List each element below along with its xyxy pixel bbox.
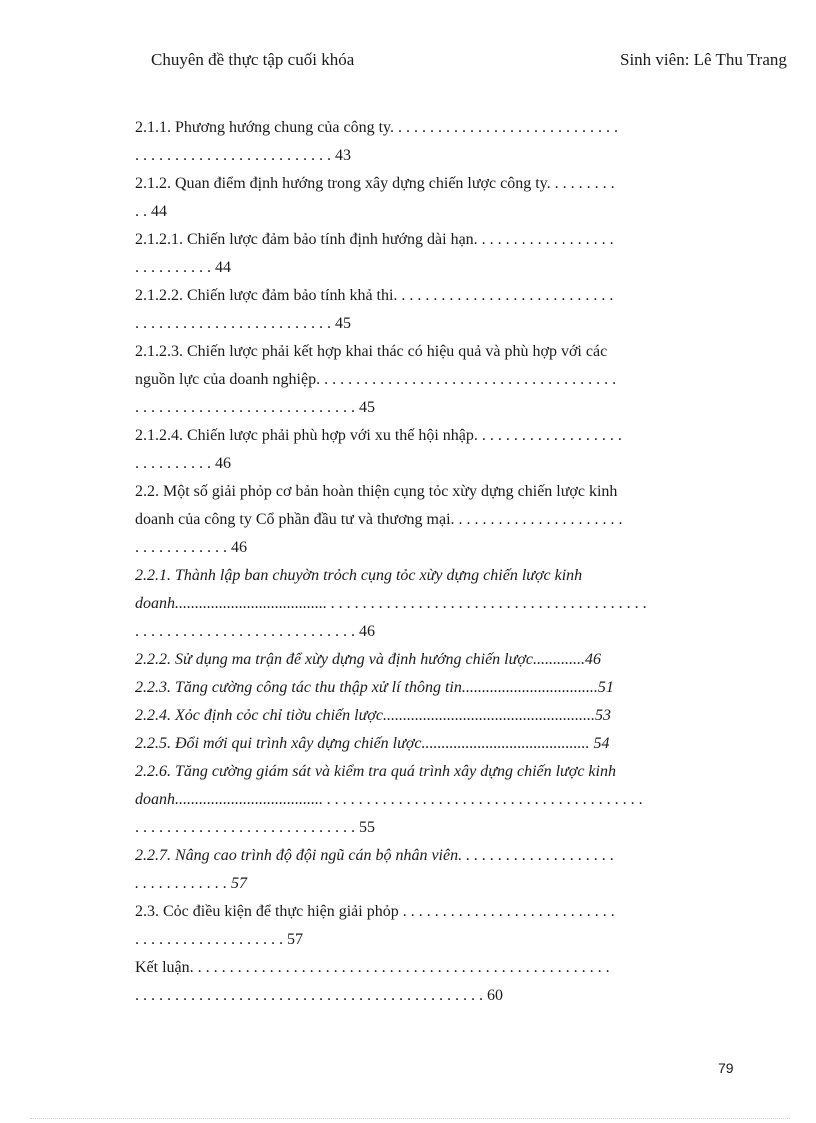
toc-line: . . . . . . . . . . 46 <box>135 455 231 472</box>
toc-line: 2.2.1. Thành lập ban chuyờn trỏch cụng tỏc xừy dựng chiến lược kinh <box>135 567 583 584</box>
toc-line: doanh..................................... . . . . . . . . . . . . . . . . . . . . . . . . . . . . . . . . . . . . . . . . <box>135 791 643 808</box>
table-of-contents <box>135 114 720 1010</box>
toc-line: 2.2.5. Đổi mới qui trình xây dựng chiến lược.......................................... 54 <box>135 735 610 752</box>
toc-line: 2.2.2. Sử dụng ma trận để xừy dựng và định hướng chiến lược.............46 <box>135 651 601 668</box>
toc-line: 2.2. Một số giải phỏp cơ bản hoàn thiện cụng tỏc xừy dựng chiến lược kinh <box>135 483 618 500</box>
toc-line: doanh...................................... . . . . . . . . . . . . . . . . . . . . . . . . . . . . . . . . . . . . . . . . <box>135 595 647 612</box>
toc-line: . . . . . . . . . . 44 <box>135 259 231 276</box>
toc-entry <box>135 954 720 1010</box>
toc-line: doanh của công ty Cổ phần đầu tư và thương mại. . . . . . . . . . . . . . . . . . . . . . <box>135 511 623 528</box>
toc-entry <box>135 898 720 954</box>
page-bottom-divider <box>30 1118 790 1119</box>
toc-line: . . . . . . . . . . . . . . . . . . . . . . . . . . . . 46 <box>135 623 375 640</box>
toc-line: . . . . . . . . . . . . 57 <box>135 875 247 892</box>
toc-entry <box>135 674 720 702</box>
header-title: Chuyên đề thực tập cuối khóa <box>151 50 355 69</box>
toc-line: 2.2.3. Tăng cường công tác thu thập xử lí thông tin..................................51 <box>135 679 614 696</box>
header-student: Sinh viên: Lê Thu Trang <box>620 50 787 69</box>
toc-entry <box>135 170 720 226</box>
toc-line: . . . . . . . . . . . . . . . . . . . 57 <box>135 931 303 948</box>
toc-line: . . . . . . . . . . . . . . . . . . . . . . . . . . . . 45 <box>135 399 375 416</box>
toc-entry <box>135 758 720 842</box>
toc-line: 2.1.2.1. Chiến lược đảm bảo tính định hướng dài hạn. . . . . . . . . . . . . . . . . . <box>135 231 614 248</box>
toc-entry <box>135 730 720 758</box>
toc-line: 2.1.2.4. Chiến lược phải phù hợp với xu thế hội nhập. . . . . . . . . . . . . . . . . . . <box>135 427 622 444</box>
toc-line: . . 44 <box>135 203 167 220</box>
toc-entry <box>135 114 720 170</box>
toc-entry <box>135 338 720 422</box>
toc-line: . . . . . . . . . . . . . . . . . . . . . . . . . 43 <box>135 147 351 164</box>
toc-entry <box>135 478 720 562</box>
toc-entry <box>135 842 720 898</box>
page-header <box>0 50 816 72</box>
toc-line: 2.2.7. Nâng cao trình độ đội ngũ cán bộ nhân viên. . . . . . . . . . . . . . . . . . . . <box>135 847 615 864</box>
toc-entry <box>135 562 720 646</box>
toc-line: 2.1.2.3. Chiến lược phải kết hợp khai thác có hiệu quả và phù hợp với các <box>135 343 608 360</box>
toc-line: . . . . . . . . . . . . 46 <box>135 539 247 556</box>
toc-line: . . . . . . . . . . . . . . . . . . . . . . . . . 45 <box>135 315 351 332</box>
page-number: 79 <box>718 1060 734 1076</box>
toc-line: 2.2.4. Xỏc định cỏc chỉ tiờu chiến lược.....................................................53 <box>135 707 611 724</box>
toc-entry <box>135 282 720 338</box>
toc-entry <box>135 646 720 674</box>
toc-entry <box>135 226 720 282</box>
toc-line: . . . . . . . . . . . . . . . . . . . . . . . . . . . . 55 <box>135 819 375 836</box>
toc-line: 2.1.1. Phương hướng chung của công ty. . . . . . . . . . . . . . . . . . . . . . . . . . . . . <box>135 119 618 136</box>
toc-line: 2.1.2. Quan điểm định hướng trong xây dựng chiến lược công ty. . . . . . . . . <box>135 175 615 192</box>
toc-entry <box>135 422 720 478</box>
toc-line: nguồn lực của doanh nghiệp. . . . . . . . . . . . . . . . . . . . . . . . . . . . . . . . . . . . . . <box>135 371 617 388</box>
toc-line: Kết luận. . . . . . . . . . . . . . . . . . . . . . . . . . . . . . . . . . . . . . . . . . . . . . . . . . . . . <box>135 959 610 976</box>
toc-line: . . . . . . . . . . . . . . . . . . . . . . . . . . . . . . . . . . . . . . . . . . . . 60 <box>135 987 503 1004</box>
toc-line: 2.3. Cỏc điều kiện để thực hiện giải phỏp . . . . . . . . . . . . . . . . . . . . . . . . . . . <box>135 903 615 920</box>
toc-line: 2.2.6. Tăng cường giám sát và kiểm tra quá trình xây dựng chiến lược kinh <box>135 763 616 780</box>
toc-line: 2.1.2.2. Chiến lược đảm bảo tính khả thi. . . . . . . . . . . . . . . . . . . . . . . . . . . . <box>135 287 614 304</box>
toc-entry <box>135 702 720 730</box>
